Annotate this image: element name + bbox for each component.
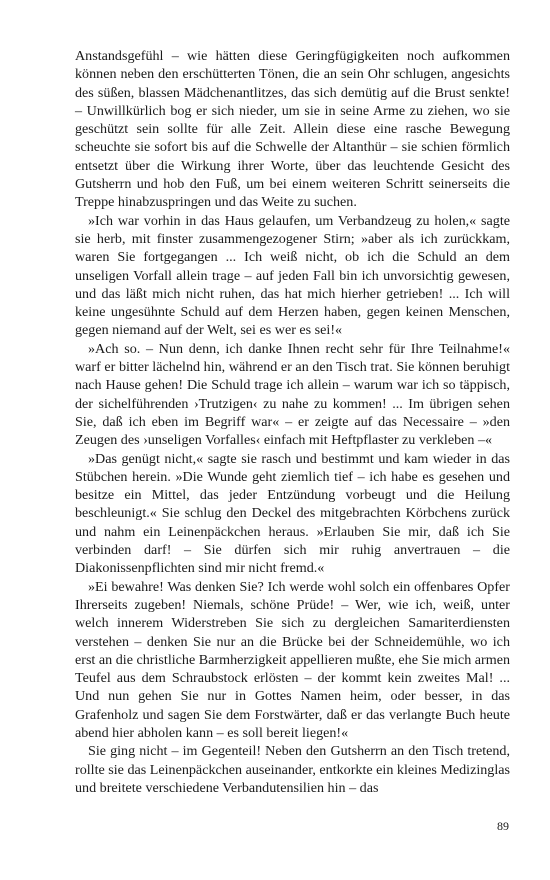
paragraph-1: Anstandsgefühl – wie hätten diese Geringfügigkeiten noch aufkommen können neben den erschütterten Tönen, die an sein Ohr schlugen, angesichts des süßen, blassen Mädchenantlitzes, das sich demütig auf die Brust senkte! – Unwillkürlich bog er sich nieder, um sie in seine Arme zu ziehen, wo sie geschützt sein sollte für alle Zeit. Allein diese eine rasche Bewegung scheuchte sie sofort bis auf die Schwelle der Altanthür – sie schien förmlich entsetzt über die Wirkung ihrer Worte, über das leuchtende Gesicht des Gutsherrn und hob den Fuß, um bei einem weiteren Schritt seinerseits die Treppe hinabzuspringen und das Weite zu suchen. <box>75 48 510 211</box>
paragraph-2: »Ich war vorhin in das Haus gelaufen, um Verbandzeug zu holen,« sagte sie herb, mit finster zusammengezogener Stirn; »aber als ich zurückkam, waren Sie fortgegangen ... Ich weiß nicht, ob ich die Schuld an dem unseligen Vorfall allein trage – auf jeden Fall bin ich unvorsichtig gewesen, und das läßt mich nicht ruhen, das hat mich hierher getrieben! ... Ich will keine ungesühnte Schuld auf dem Herzen haben, gegen keinen Menschen, gegen niemand auf der Welt, sei es wer es sei!« <box>75 212 510 339</box>
paragraph-5: »Ei bewahre! Was denken Sie? Ich werde wohl solch ein offenbares Opfer Ihrerseits zugeben! Niemals, schöne Prüde! – Wer, wie ich, weiß, unter welch innerem Widerstreben Sie sich zu dergleichen Samariterdiensten verstehen – denken Sie nur an die Brücke bei der Schneidemühle, wo ich erst an die christliche Barmherzigkeit appellieren mußte, ehe Sie mich armen Teufel aus dem Schraubstock erlösten – der kommt kein zweites Mal! ... Und nun gehen Sie nur in Gottes Namen heim, oder besser, in das Grafenholz und sagen Sie dem Forstwärter, daß er das verlangte Buch heute abend hier abholen kann – es soll bereit liegen!« <box>75 578 510 741</box>
page-text-block <box>75 47 510 797</box>
paragraph-6: Sie ging nicht – im Gegenteil! Neben den Gutsherrn an den Tisch tretend, rollte sie das Leinenpäckchen auseinander, entkorkte ein kleines Medizinglas und breitete verschiedene Verbandutensilien hin – das <box>75 743 511 796</box>
page-number: 89 <box>497 819 509 833</box>
paragraph-4: »Das genügt nicht,« sagte sie rasch und bestimmt und kam wieder in das Stübchen herein. »Die Wunde geht ziemlich tief – ich habe es gesehen und besitze ein Mittel, das jeder Entzündung vorbeugt und die Heilung beschleunigt.« Sie schlug den Deckel des mitgebrachten Körbchens zurück und nahm ein Leinenpäckchen heraus. »Erlauben Sie mir, daß ich Sie verbinden darf! – Sie dürfen sich mir ruhig anvertrauen – die Diakonissenpflichten sind mir nicht fremd.« <box>75 450 510 577</box>
paragraph-3: »Ach so. – Nun denn, ich danke Ihnen recht sehr für Ihre Teilnahme!« warf er bitter lächelnd hin, während er an den Tisch trat. Sie können beruhigt nach Hause gehen! Die Schuld trage ich allein – warum war ich so täppisch, der sichelführenden ›Trutzigen‹ zu nahe zu kommen! ... Im übrigen sehen Sie, daß ich eben im Begriff war« – er zeigte auf das Necessaire – »den Zeugen des ›unseligen Vorfalles‹ einfach mit Heftpflaster zu verkleben –« <box>75 340 510 449</box>
